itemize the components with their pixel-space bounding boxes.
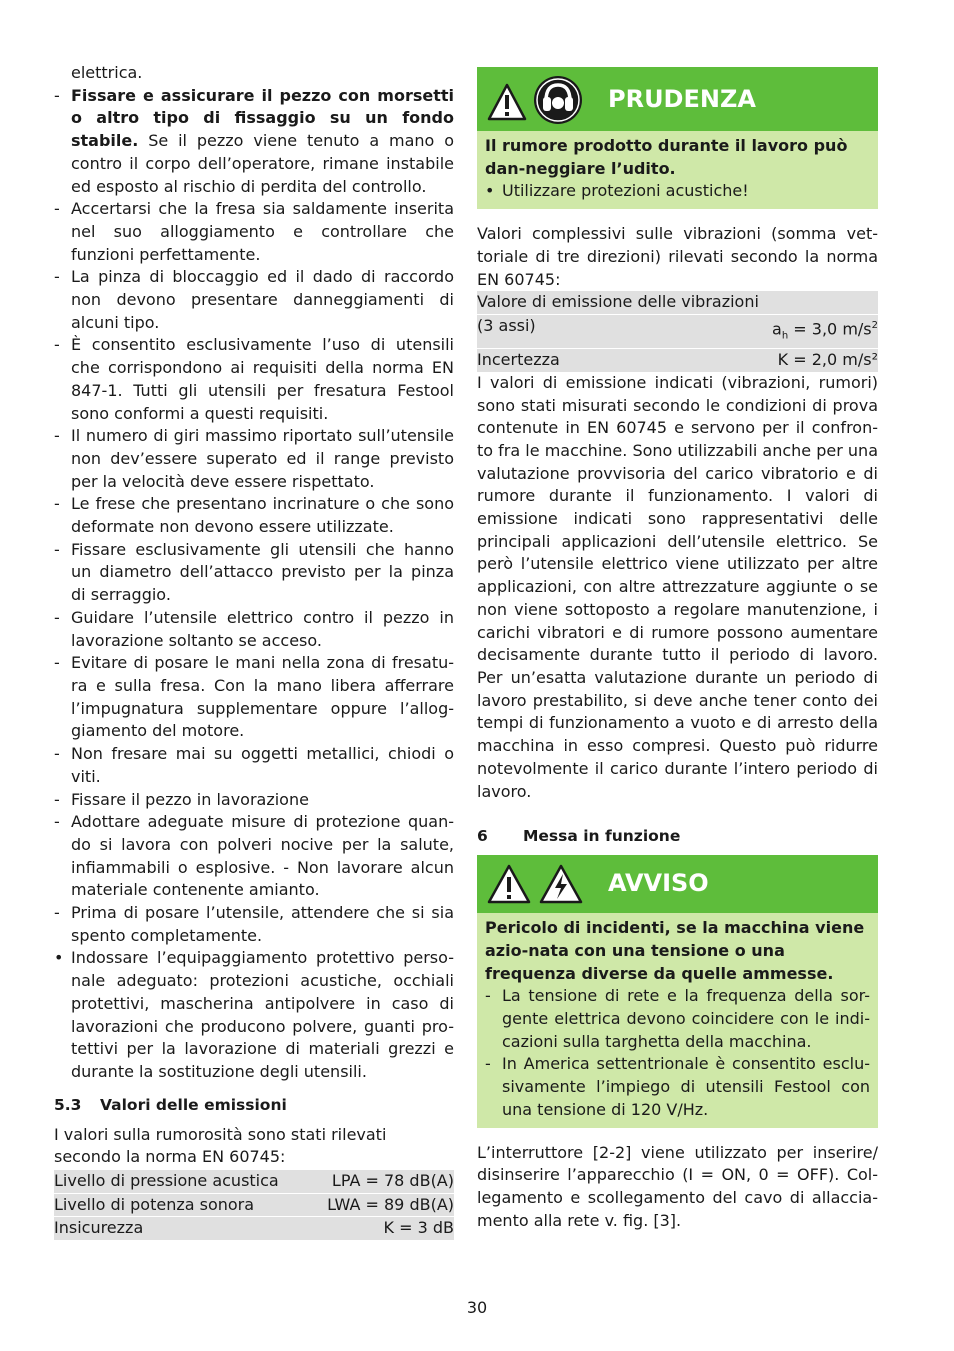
list-item: - In America settentrionale è consentito esclu-sivamente l’impiego di utensili Festool con una tensione di 120 V/Hz. (485, 1054, 870, 1119)
vibration-row-2-label: (3 assi) (477, 315, 536, 335)
ear-protection-icon (533, 75, 583, 125)
section-title: Valori delle emissioni (100, 1095, 287, 1114)
intro-continuation: elettrica. (71, 63, 143, 82)
page-number: 30 (466, 1298, 488, 1317)
warning-header (477, 855, 878, 913)
noise-table (54, 1170, 454, 1240)
list-item: - La pinza di bloccaggio ed il dado di raccordo non devono presentare danneggiamenti di alcuni tipo. (54, 267, 454, 332)
list-item: - Le frese che presentano incrinature o che sono deformate non devono essere utilizzate. (54, 494, 454, 537)
left-column (54, 62, 454, 1240)
warning-box (477, 855, 878, 1127)
warning-list (485, 985, 870, 1121)
caution-title: PRUDENZA (608, 85, 756, 113)
vibration-row-3-label: Incertezza (477, 350, 560, 370)
section-heading-emissions (54, 1094, 454, 1116)
warning-title: AVVISO (608, 869, 709, 898)
vibration-row-1-label: Valore di emissione delle vibrazioni (477, 292, 759, 312)
electric-hazard-icon (539, 864, 583, 904)
vibration-text: I valori di emissione indicati (vibrazioni, rumori) sono stati misurati secondo le condizioni di prova contenute in EN 60745 e servono per il confron-to fra le macchine. Sono utilizzabili anche per una valutazione provvisoria del carico vibratorio e di rumore durante il funzionamento. I valori di emissione indicati sono rappresentativi delle principali applicazioni dell’utensile elettrico. Se però l’utensile elettrico viene utilizzato per altre applicazioni, con altre attrezzature aggiunte o se non viene sottoposto a regolare manutenzione, i carichi vibratori e di rumore possono aumentare decisamente durante tutto il periodo di lavoro. Per un’esatta valutazione durante un periodo di lavoro prestabilito, si deve anche tener conto dei tempi di funzionamento a vuoto e di arresto della macchina in esso compresi. Questo può ridurre notevolmente il carico durante l’intero periodo di lavoro. (477, 372, 878, 801)
list-item: - Prima di posare l’utensile, attendere che si sia spento completamente. (54, 903, 454, 945)
list-item: - Adottare adeguate misure di protezione quan-do si lavora con polveri nocive per la salute, infiammabili o esplosive. - Non lavorare alcun materiale contenente amianto. (54, 812, 454, 900)
list-item: - Fissare il pezzo in lavorazione (54, 789, 309, 809)
section-title: Messa in funzione (523, 827, 681, 846)
table-row: Livello di pressione acustica LPA = 78 dB(A) (54, 1170, 454, 1193)
list-item: - La tensione di rete e la frequenza della sor-gente elettrica devono coincidere con le indi-cazioni sulla targhetta della macchina. (485, 986, 870, 1051)
warning-body (477, 913, 878, 1127)
list-item: - Non fresare mai su oggetti metallici, chiodi o viti. (54, 744, 454, 786)
caution-box (477, 67, 878, 209)
noise-intro: I valori sulla rumorosità sono stati rilevati secondo la norma EN 60745: (54, 1124, 387, 1167)
caution-bullet: • Utilizzare protezioni acustiche! (485, 181, 749, 201)
table-row: Insicurezza K = 3 dB (54, 1217, 454, 1240)
list-item: - Evitare di posare le mani nella zona di fresatu-ra e sulla fresa. Con la mano libera afferrare l’impugnatura supplementare oppure l’allog-giamento del motore. (54, 653, 454, 741)
table-row: Livello di potenza sonora LWA = 89 dB(A) (54, 1194, 454, 1217)
list-item: - Fissare e assicurare il pezzo con morsetti o altro tipo di fissaggio su un fondo stabile. Se il pezzo viene tenuto a mano o contro il corpo dell’operatore, rimane instabile ed esposto al rischio di perdita del controllo. (54, 85, 454, 196)
caution-bold-text: Il rumore prodotto durante il lavoro può dan-neggiare l’udito. (485, 136, 848, 178)
list-item: - È consentito esclusivamente l’uso di utensili che corrispondono ai requisiti della norma EN 847-1. Tutti gli utensili per fresatura Festool sono conformi a questi requisiti. (54, 335, 454, 423)
switch-text: L’interruttore [2-2] viene utilizzato per inserire/ disinserire l’apparecchio (I = ON, 0 = OFF). Col-legamento e scollegamento del cavo di allaccia-mento alla rete v. fig. [3]. (477, 1142, 878, 1230)
caution-body (477, 131, 878, 209)
list-item: • Indossare l’equipaggiamento protettivo perso-nale adeguato: protezioni acustiche, occhiali protettivi, mascherina antipolvere in caso di lavorazioni che producono polvere, guanti pro-tettivi per la lavorazione di materiali grezzi e durante la sostituzione degli utensili. (54, 948, 454, 1081)
section-number: 6 (477, 827, 488, 846)
warning-bold-text: Pericolo di incidenti, se la macchina viene azio-nata con una tensione o una frequenza diverse da quelle ammesse. (485, 918, 865, 983)
section-number: 5.3 (54, 1095, 82, 1114)
vibration-row-2 (477, 315, 878, 348)
caution-header (477, 67, 878, 131)
vibration-row-1 (477, 291, 878, 314)
warning-triangle-icon (487, 864, 531, 904)
list-item: - Accertarsi che la fresa sia saldamente inserita nel suo alloggiamento e controllare che funzioni perfettamente. (54, 199, 454, 264)
vibration-table (477, 291, 878, 372)
vibration-intro: Valori complessivi sulle vibrazioni (somma vet-toriale di tre direzioni) rilevati secondo la norma EN 60745: (477, 224, 878, 289)
right-column (477, 67, 878, 1232)
warning-triangle-icon (487, 83, 527, 121)
section-heading-startup (477, 825, 878, 847)
vibration-row-3-value: K = 2,0 m/s² (777, 350, 878, 370)
list-item: - Guidare l’utensile elettrico contro il pezzo in lavorazione soltanto se acceso. (54, 607, 454, 650)
list-item: - Fissare esclusivamente gli utensili che hanno un diametro dell’attacco previsto per la pinza di serraggio. (54, 539, 454, 605)
safety-list (54, 85, 454, 1084)
vibration-row-3 (477, 349, 878, 372)
list-item: - Il numero di giri massimo riportato sull’utensile non dev’essere superato ed il range previsto per la velocità deve essere rispettato. (54, 426, 454, 491)
vibration-row-2-value: $a_h = 3,0$ $m/s^2$ (772, 319, 878, 342)
caution-bullet-text: Utilizzare protezioni acustiche! (502, 181, 749, 201)
